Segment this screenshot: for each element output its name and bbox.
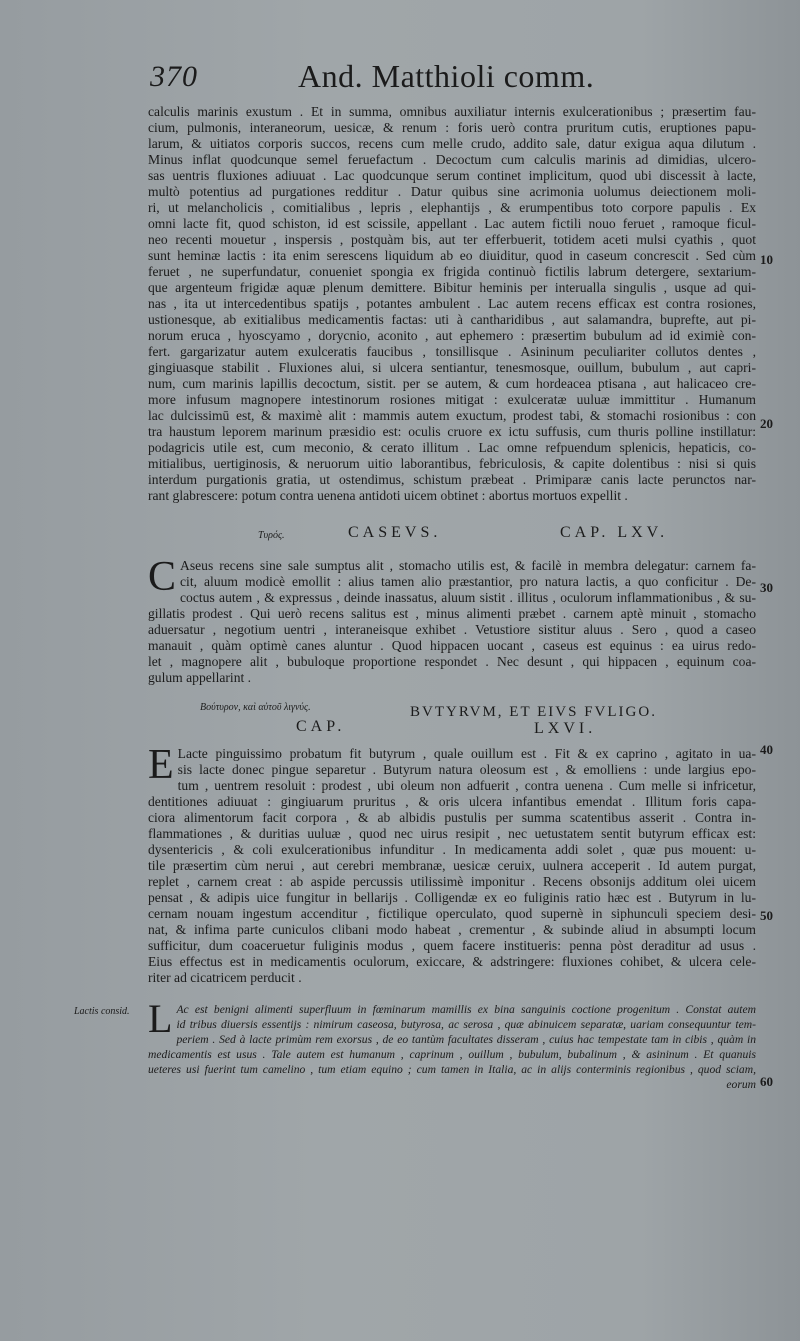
line-number-marker: 20: [760, 416, 773, 431]
text-line: larum, & uitiatos corporis succos, recens cum melle crudo, addito sale, datur exigua aqua dilutum .: [148, 136, 756, 151]
running-head: And. Matthioli comm.: [298, 58, 595, 94]
text-line: podagricis utile est, cum meconio, & cerato illitum . Lac omne refpuendum splenicis, hepaticis, co-: [148, 440, 756, 455]
page-header: [150, 60, 750, 100]
text-line: ciora alimentorum facit corpora , & ab albidis pustulis per summa scatentibus asserit . Contra in-: [148, 810, 756, 825]
text-line: mitialibus, uertiginosis, & neruorum uitio laborantibus, febriculosis, & capite dolentibus : nisi si quis: [148, 456, 756, 471]
text-line: coctus autem , & expressus , deinde inassatus, aluum sistit . illitus , oculorum inflammationibus , & su-: [180, 590, 756, 605]
text-line: nat, & infima parte cuniculos clibani modo habeat , crementur , & subinde aliud in absumpti locum: [148, 922, 756, 937]
text-line: Aseus recens sine sale sumptus alit , stomacho utilis est, & facilè in membra delegatur: carnem fa-: [180, 558, 756, 573]
text-line: nas , ita ut intercedentibus spatijs , potantes ambulent . Lac autem recens efficax est contra rosiones,: [148, 296, 756, 311]
text-line: sunt heminæ lactis : ita enim serescens liquidum ab eo diuiditur, quod in caseum concrescit . Sed cùm: [148, 248, 756, 263]
text-line: more infusum magnopere intestinorum rosiones mitigat : exulceratæ uuluæ immittitur . Humanum: [148, 392, 756, 407]
drop-cap: E: [148, 742, 174, 788]
text-line: tile præsertim cùm nerui , aut cerebri membranæ, uesicæ ceruix, uulnera acceperit . Id autem purgat,: [148, 858, 756, 873]
text-line: feruet , ne superfundatur, conueniet spongia ex frigida continuò fictilis labrum detergere, sextarium-: [148, 264, 756, 279]
text-line: Ac est benigni alimenti superfluum in fœminarum mamillis ex bina sanguinis coctione progenitum . Constat autem: [176, 1003, 756, 1016]
chapter-heading-65: [148, 524, 756, 548]
text-line: pensat , & adipis uice fungitur in bellarijs . Colligendæ ex eo fuliginis ratio hæc est . Butyrum in lu-: [148, 890, 756, 905]
catchword: eorum: [726, 1078, 756, 1091]
chapter-title: CASEVS.: [348, 524, 442, 541]
line-number-marker: 30: [760, 580, 773, 595]
text-line: riter ad cicatricem perducit .: [148, 970, 302, 985]
text-line: cit, aluum modicè emollit : alius tamen alio præstantior, pro natura lactis, a quo conficitur . De-: [180, 574, 756, 589]
text-line: que argenteum frigidæ aquæ plenum demittere. Bibitur heminis per interualla singulis , usque ad qui-: [148, 280, 756, 295]
text-line: rant glabrescere: potum contra uenena antidoti uicem obtinet : abortus mortuos expellit .: [148, 488, 628, 503]
text-line: let , magnopere alit , bubuloque proportione respondet . Nec desunt , qui hippacen , equinum coa-: [148, 654, 756, 669]
text-line: tra haustum leporem marinum præsidio est: oculis cruore ex ictu suffusis, cum thuris polline instillatur:: [148, 424, 756, 439]
text-line: Minus inflat quodcunque semel feruefactum . Decoctum cum calculis marinis ad dimidias, ulcero-: [148, 152, 756, 167]
text-line: ueteres usi fuerint tum camelino , tum etiam equino ; cum tamen in Italia, ac in alijs conterminis regionibus , quod sciam,: [148, 1063, 756, 1076]
greek-title: Τυρός.: [258, 530, 285, 541]
text-line: dysentericis , & coli exulcerationibus infunditur . In medicamenta addi solet , quæ pus mouent: u-: [148, 842, 756, 857]
text-line: calculis marinis exustum . Et in summa, omnibus auxiliatur internis exulcerationibus ; præsertim fau-: [148, 104, 756, 119]
line-number-marker: 40: [760, 742, 773, 757]
line-number-marker: 60: [760, 1074, 773, 1089]
commentary-text: [148, 996, 756, 1092]
text-line: Eius effectus est in medicamentis oculorum, exiccare, & adstringere: fluxiones cohibet, & ulcera cele-: [148, 954, 756, 969]
page-number: 370: [150, 60, 198, 93]
chapter-heading-66: [148, 702, 756, 742]
drop-cap: C: [148, 554, 177, 600]
text-line: ri, ut melancholicis , comitialibus , lepris , elephantijs , & erumpentibus toto corpore papulis . Ex: [148, 200, 756, 215]
line-number-marker: 10: [760, 252, 773, 267]
text-line: periem . Sed à lacte primùm rem exorsus , de eo tantùm facultates disseram , cuius hac tempestate tam in cibis , quàm in: [176, 1033, 756, 1046]
text-line: flammationes , & duritias uuluæ , quod nec uirus resipit , nec uetustatem sentit butyrum efficax est:: [148, 826, 756, 841]
chapter-number: LXVI.: [534, 720, 597, 737]
text-line: Lacte pinguissimo probatum fit butyrum , quale ouillum est . Fit & ex caprino , agitato in ua-: [177, 746, 756, 761]
text-line: tum , uentrem resoluit : prodest , ubi oleum non adfuerit , contra uenena . Cum melle si infricetur,: [177, 778, 756, 793]
text-line: cium, pulmonis, interaneorum, uesicæ, & renum : foris uerò contra pruritum cutis, eruptiones papu-: [148, 120, 756, 135]
chapter-number: CAP. LXV.: [560, 524, 669, 541]
text-line: gulum appellarint .: [148, 670, 252, 685]
text-line: sufficitur, dum coaceruetur fuliginis modus , quem facere institueris: penna pòst deraditur ad usus .: [148, 938, 756, 953]
greek-title: Βούτυρον, καὶ αὐτοῦ λιγνύς.: [200, 702, 311, 713]
text-line: ustionesque, ab exitialibus medicamentis factas: uti à cantharidibus , aut salamandra, buprefte, aut pi-: [148, 312, 756, 327]
text-line: medicamentis est usus . Tale autem est humanum , caprinum , ouillum , bubulum, bubalinum , & asininum . Et quanuis: [148, 1048, 756, 1061]
text-line: manauit , quàm optimè canes aluntur . Quod hippacen uocant , caseus est equinus : ea uirus redo-: [148, 638, 756, 653]
line-number-marker: 50: [760, 908, 773, 923]
text-line: id tribus diuersis essentijs : nimirum caseosa, butyrosa, ac serosa , quæ abinuicem separatæ, uariam consequuntur tem-: [176, 1018, 756, 1031]
drop-cap: L: [148, 996, 173, 1041]
text-line: neo recenti mouetur , inspersis , postquàm bis, aut ter efferbuerit, totidem aceti mulsi cyathis , quot: [148, 232, 756, 247]
chapter-cap-label: CAP.: [296, 718, 346, 735]
text-line: dentitiones adiuuat : gingiuarum pruritus , & oris ulcera infantibus emendat . Illitum foris capa-: [148, 794, 756, 809]
text-line: multò potentius ad purgationes redditur . Datur quibus sine acrimonia uolumus deiectionem moli-: [148, 184, 756, 199]
text-line: gingiuasque stabilit . Fluxiones alui, si ulcera sentiantur, tenesmosque, ouillum, bubulum , aut capri-: [148, 360, 756, 375]
text-line: sas uentris fluxiones adiuuat . Lac quodcunque serum continet implicitum, quod ubi discessit à lacte,: [148, 168, 756, 183]
section-continuation: [148, 104, 756, 504]
text-line: aduersatur , negotium uentri , interaneisque exhibet . Vetustiore sistitur aluus . Sero , quod a caseo: [148, 622, 756, 637]
text-line: norum eruca , hyoscyamo , dorycnio, aconito , aut ephemero : præsertim bubulum ad id eximiè con-: [148, 328, 756, 343]
text-line: cernam nouam ingestum accenditur , fictilique operculato, quod supernè in siphunculi speciem desi-: [148, 906, 756, 921]
text-line: interdum purgationis gratia, ut ostendimus, schistum præbeat . Primiparæ canis lacte perunctos nar-: [148, 472, 756, 487]
chapter-title: BVTYRVM, ET EIVS FVLIGO.: [410, 704, 657, 720]
text-line: replet , carnem creat : ab aspide percussis utilissimè imponitur . Recens obsonijs additum olei uicem: [148, 874, 756, 889]
margin-note: Lactis consid.: [74, 1006, 130, 1017]
text-line: sis lacte donec pingue separetur . Butyrum natura oleosum est , & emolliens : unde largius epo-: [177, 762, 756, 777]
text-line: num, cum marinis lapillis decoctum, sistit. per se autem, & cum hordeacea ptisana , aut halicaceo cre-: [148, 376, 756, 391]
text-line: fert. gargarizatur autem exulceratis faucibus , tonsillisque . Asininum peculiariter collutos dentes ,: [148, 344, 756, 359]
chapter-66-text: [148, 742, 756, 986]
chapter-65-text: [148, 554, 756, 686]
text-line: lac dulcissimū est, & maximè alit : mammis autem exuctum, prodest tabi, & stomachi rosionibus : con: [148, 408, 756, 423]
text-line: omni lacte fit, quod schiston, id est scissile, appellant . Lac autem fictili nouo feruet , ramoque ficul-: [148, 216, 756, 231]
text-line: gillatis prodest . Qui uerò recens salitus est , minus alimenti præbet . carnem aptè minuit , stomacho: [148, 606, 756, 621]
